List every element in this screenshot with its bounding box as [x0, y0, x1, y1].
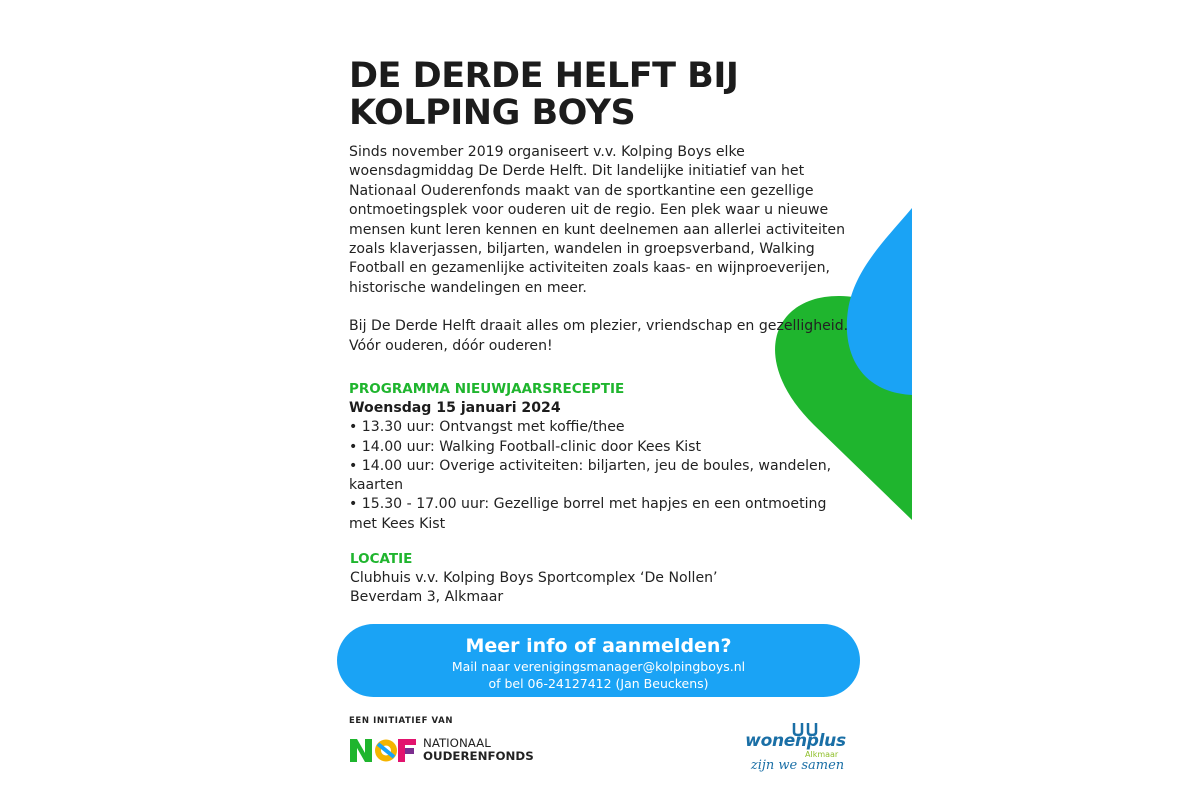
wonenplus-slogan: zijn we samen [750, 758, 845, 773]
nof-logo-icon [350, 736, 420, 764]
location-section [350, 550, 850, 608]
program-item: • 14.00 uur: Overige activiteiten: biljarten, jeu de boules, wandelen, kaarten [349, 457, 854, 496]
location-line-2: Beverdam 3, Alkmaar [350, 589, 504, 606]
program-section [349, 380, 854, 534]
wonenplus-logo [733, 722, 873, 782]
title-line-2: KOLPING BOYS [349, 93, 636, 133]
info-phone-line: of bel 06-24127412 (Jan Beuckens) [488, 676, 709, 691]
program-item: • 14.00 uur: Walking Football-clinic door Kees Kist [349, 438, 854, 457]
wonenplus-city: Alkmaar [805, 750, 839, 759]
program-list [349, 418, 854, 534]
nof-wordmark [423, 737, 534, 763]
intro-paragraph-2: Bij De Derde Helft draait alles om plezier, vriendschap en gezelligheid. Vóór ouderen, dóór ouderen! [349, 318, 849, 354]
initiative-label: EEN INITIATIEF VAN [349, 716, 454, 726]
info-banner [337, 624, 860, 697]
program-date: Woensdag 15 januari 2024 [349, 400, 561, 416]
page-title [349, 58, 869, 132]
program-item: • 15.30 - 17.00 uur: Gezellige borrel met hapjes en een ontmoeting met Kees Kist [349, 495, 854, 534]
location-heading: LOCATIE [350, 551, 413, 567]
info-email-line: Mail naar verenigingsmanager@kolpingboys.nl [451, 659, 746, 674]
intro-paragraph-1: Sinds november 2019 organiseert v.v. Kolping Boys elke woensdagmiddag De Derde Helft. Dit landelijke initiatief van het Nationaal Ouderenfonds maakt van de sportkantine een gezellige ontmoetingsplek voor ouderen uit de regio. Een plek waar u nieuwe mensen kunt leren kennen en kunt deelnemen aan allerlei activiteiten zoals klaverjassen, biljarten, wandelen in groepsverband, Walking Football en gezamenlijke activiteiten zoals kaas- en wijnproeverijen, historische wandelingen en meer. [349, 144, 846, 296]
location-line-1: Clubhuis v.v. Kolping Boys Sportcomplex ‘De Nollen’ [350, 570, 718, 586]
nof-line-1: NATIONAAL [423, 736, 491, 750]
program-heading: PROGRAMMA NIEUWJAARSRECEPTIE [349, 381, 625, 397]
info-banner-title: Meer info of aanmelden? [465, 635, 732, 657]
wonenplus-brand: wonenplus [745, 731, 846, 751]
intro-text [349, 143, 854, 356]
nof-line-2: OUDERENFONDS [423, 749, 534, 763]
title-line-1: DE DERDE HELFT BIJ [349, 56, 739, 96]
program-item: • 13.30 uur: Ontvangst met koffie/thee [349, 418, 854, 437]
